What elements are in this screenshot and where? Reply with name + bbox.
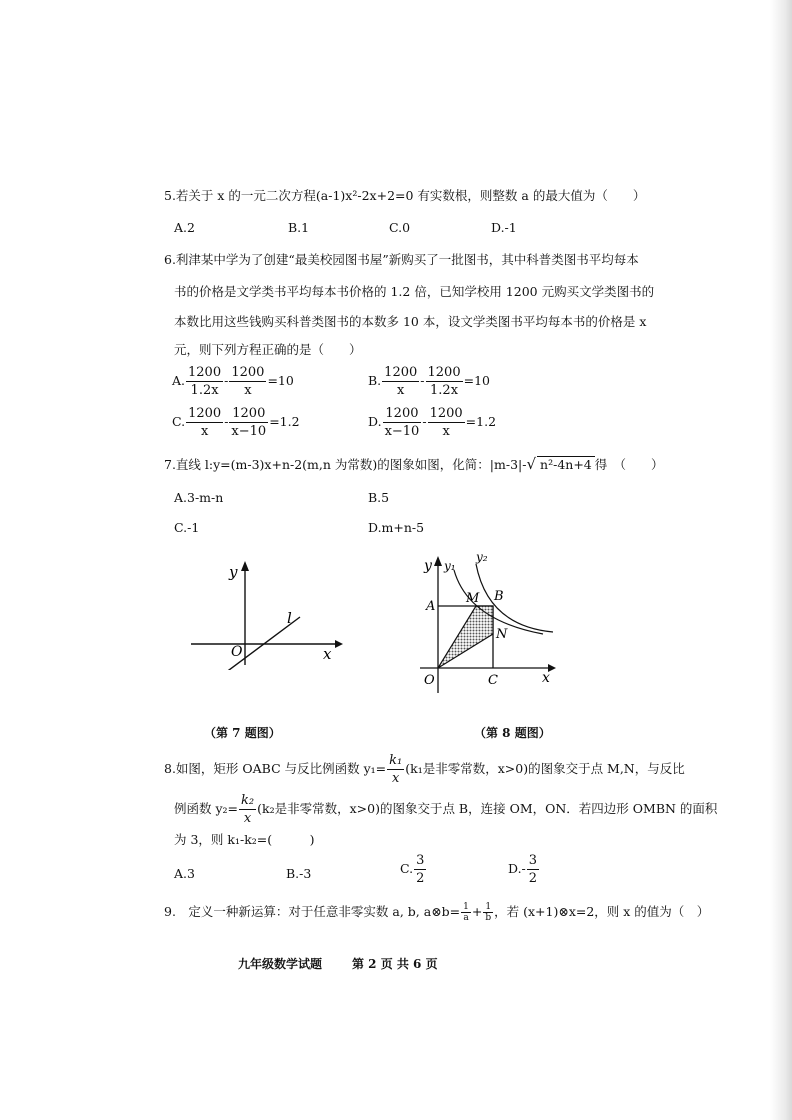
fig7-x-arrow [335,640,343,648]
svg-text:M: M [466,591,480,606]
q6-line-3: 本数比用这些钱购买科普类图书的本数多 10 本，设文学类图书平均每本书的价格是 x [174,314,647,329]
fig8-shaded-region [438,606,493,668]
q7-option-c: C.-1 [174,520,200,535]
q7-stem: 7.直线 l:y=(m-3)x+n-2(m,n 为常数)的图象如图，化简：|m-3|-√ n²-4n+4 得 （ ） [164,455,664,473]
q8-option-b: B.-3 [286,866,312,881]
q5-option-b: B.1 [288,220,310,235]
scan-edge-shadow [770,0,792,1120]
fig7-y-label: y [229,563,238,581]
q7-option-a: A.3-m-n [174,490,224,505]
q9-stem: 9. 定义一种新运算：对于任意非零实数 a, b, a⊗b= $\frac{1}{a}$ + $\frac{1}{b}$ ，若 (x+1)⊗x=2，则 x 的值为（ ） [164,902,710,923]
figure-8-caption: （第 8 题图） [474,726,551,740]
footer-page-number: 第 2 页 共 6 页 [352,957,438,971]
svg-text:y₂: y₂ [476,550,488,564]
q8-line-2: 例函数 y₂= $\frac{\text{k₂}}{x}$ (k₂是非零常数，x>0)的图象交于点 B，连接 OM，ON．若四边形 OMBN 的面积 [174,793,718,826]
figure-7-caption: （第 7 题图） [204,726,281,740]
svg-text:C: C [488,673,498,688]
footer-title: 九年级数学试题 [238,957,323,971]
fig7-y-arrow [241,561,249,571]
q6-line-2: 书的价格是文学类书平均每本书价格的 1.2 倍，已知学校用 1200 元购买文学类图书的 [174,284,655,299]
q5-option-d: D.-1 [491,220,517,235]
svg-text:y: y [424,558,432,574]
svg-text:x: x [542,670,550,686]
q6-option-d: D. $\frac{1200}{x-10}$ - $\frac{1200}{x}$ =1.2 [368,406,497,439]
svg-text:A: A [426,599,436,614]
fig7-origin-label: O [231,644,243,660]
q6-line-1: 6.利津某中学为了创建“最美校园图书屋”新购买了一批图书，其中科普类图书平均每本 [164,252,639,267]
q8-option-d: D.- $\frac{3}{2}$ [508,853,538,886]
svg-text:O: O [424,673,435,688]
q8-option-c: C. $\frac{3}{2}$ [400,853,425,886]
svg-text:B: B [494,589,504,604]
q8-option-a: A.3 [174,866,195,881]
fig7-l-label: l [287,609,292,627]
q6-option-a: A. $\frac{1200}{1.2x}$ - $\frac{1200}{x}$ =10 [172,365,294,398]
figure-7-graph [185,555,345,670]
svg-text:N: N [496,627,508,642]
q8-line-1: 8.如图，矩形 OABC 与反比例函数 y₁= $\frac{\text{k₁}}{x}$ (k₁是非零常数，x>0)的图象交于点 M,N，与反比 [164,753,685,786]
q5-option-a: A.2 [174,220,195,235]
q6-line-4: 元，则下列方程正确的是（ ） [174,342,362,357]
q6-option-b: B. $\frac{1200}{x}$ - $\frac{1200}{1.2x}$ =10 [368,365,490,398]
figure-8-graph [418,548,566,698]
q8-line-3: 为 3，则 k₁-k₂=( ) [174,832,315,847]
q5-option-c: C.0 [389,220,411,235]
q7-radicand: n²-4n+4 [537,456,595,473]
fig7-x-label: x [323,645,332,663]
svg-text:y₁: y₁ [444,559,456,573]
q7-option-b: B.5 [368,490,390,505]
q7-option-d: D.m+n-5 [368,520,425,535]
q5-stem: 5.若关于 x 的一元二次方程(a-1)x²-2x+2=0 有实数根，则整数 a 的最大值为（ ） [164,188,646,203]
q6-option-c: C. $\frac{1200}{x}$ - $\frac{1200}{x-10}$ =1.2 [172,406,300,439]
